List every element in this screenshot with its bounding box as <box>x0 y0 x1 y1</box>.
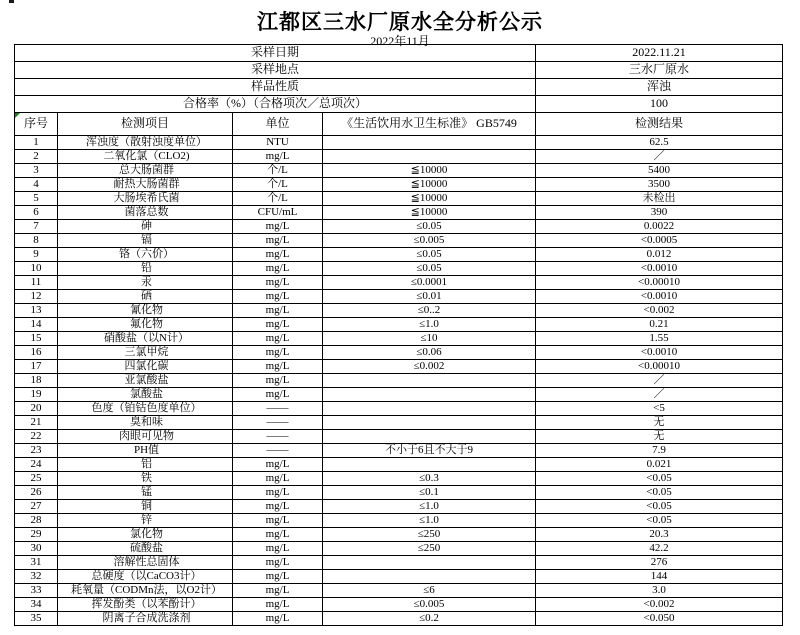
cell-seq: 26 <box>15 486 58 500</box>
column-header: 单位 <box>233 113 323 136</box>
cell-standard: ≤0.2 <box>323 612 536 626</box>
cell-seq: 22 <box>15 430 58 444</box>
cell-unit: mg/L <box>233 248 323 262</box>
table-row <box>15 416 783 430</box>
cell-seq: 35 <box>15 612 58 626</box>
cell-standard: ≤0.06 <box>323 346 536 360</box>
cell-result: <5 <box>536 402 783 416</box>
table-row <box>15 374 783 388</box>
cell-standard: ≤250 <box>323 528 536 542</box>
cell-item: 挥发酚类（以苯酚计） <box>58 598 233 612</box>
cell-item: 铁 <box>58 472 233 486</box>
cell-standard: ≤6 <box>323 584 536 598</box>
page-title: 江都区三水厂原水全分析公示 <box>257 10 543 34</box>
table-row <box>15 472 783 486</box>
cell-unit: mg/L <box>233 542 323 556</box>
cell-unit: mg/L <box>233 318 323 332</box>
cell-standard <box>323 458 536 472</box>
cell-result: 0.0022 <box>536 220 783 234</box>
cell-item: 色度（铂钴色度单位） <box>58 402 233 416</box>
cell-seq: 28 <box>15 514 58 528</box>
table-row <box>15 346 783 360</box>
cell-seq: 13 <box>15 304 58 318</box>
cell-seq: 32 <box>15 570 58 584</box>
cell-unit: mg/L <box>233 346 323 360</box>
table-row <box>15 500 783 514</box>
info-label: 采样日期 <box>15 45 536 62</box>
cell-error-triangle-icon <box>15 113 20 118</box>
cell-standard: ≤0.3 <box>323 472 536 486</box>
info-value: 浑浊 <box>536 79 783 96</box>
cell-result: 390 <box>536 206 783 220</box>
cell-seq: 7 <box>15 220 58 234</box>
column-header: 《生活饮用水卫生标准》 GB5749 <box>323 113 536 136</box>
table-row <box>15 136 783 150</box>
cell-seq: 33 <box>15 584 58 598</box>
cell-result: ／ <box>536 150 783 164</box>
water-analysis-table <box>14 44 783 626</box>
cell-unit: NTU <box>233 136 323 150</box>
info-label: 样品性质 <box>15 79 536 96</box>
table-row <box>15 598 783 612</box>
cell-item: 总硬度（以CaCO3计） <box>58 570 233 584</box>
info-row <box>15 45 783 62</box>
cell-standard: ≦10000 <box>323 192 536 206</box>
cell-seq: 29 <box>15 528 58 542</box>
cell-item: 亚氯酸盐 <box>58 374 233 388</box>
table-row <box>15 528 783 542</box>
table-row <box>15 486 783 500</box>
cell-standard: ≦10000 <box>323 206 536 220</box>
column-header: 检测结果 <box>536 113 783 136</box>
cell-item: 浑浊度（散射浊度单位） <box>58 136 233 150</box>
cell-unit: mg/L <box>233 332 323 346</box>
table-row <box>15 332 783 346</box>
cell-result: 无 <box>536 430 783 444</box>
cell-unit: 个/L <box>233 164 323 178</box>
cell-standard: ≤0.002 <box>323 360 536 374</box>
cell-item: PH值 <box>58 444 233 458</box>
cell-item: 大肠埃希氏菌 <box>58 192 233 206</box>
cell-item: 硫酸盐 <box>58 542 233 556</box>
cell-item: 铬（六价） <box>58 248 233 262</box>
cell-unit: mg/L <box>233 290 323 304</box>
cell-seq: 24 <box>15 458 58 472</box>
table-row <box>15 234 783 248</box>
cell-seq: 21 <box>15 416 58 430</box>
table-body <box>15 45 783 626</box>
cell-seq: 12 <box>15 290 58 304</box>
cell-unit: mg/L <box>233 486 323 500</box>
cell-item: 氟化物 <box>58 318 233 332</box>
cell-result: 1.55 <box>536 332 783 346</box>
table-row <box>15 262 783 276</box>
cell-unit: mg/L <box>233 570 323 584</box>
cell-standard <box>323 570 536 584</box>
cell-standard: ≤0.05 <box>323 262 536 276</box>
table-row <box>15 206 783 220</box>
table-row <box>15 290 783 304</box>
cell-seq: 4 <box>15 178 58 192</box>
cell-unit: mg/L <box>233 612 323 626</box>
cell-item: 菌落总数 <box>58 206 233 220</box>
info-value: 三水厂原水 <box>536 62 783 79</box>
info-row <box>15 79 783 96</box>
cell-item: 锰 <box>58 486 233 500</box>
cell-result: <0.00010 <box>536 360 783 374</box>
info-label: 合格率（%）（合格项次／总项次） <box>15 96 536 113</box>
cell-unit: mg/L <box>233 234 323 248</box>
cell-standard <box>323 416 536 430</box>
cell-item: 铜 <box>58 500 233 514</box>
cell-standard <box>323 402 536 416</box>
cell-item: 溶解性总固体 <box>58 556 233 570</box>
cell-result: 5400 <box>536 164 783 178</box>
cell-result: <0.0005 <box>536 234 783 248</box>
cell-item: 二氧化氯（CLO2) <box>58 150 233 164</box>
cell-item: 镉 <box>58 234 233 248</box>
cell-result: 0.21 <box>536 318 783 332</box>
info-value: 2022.11.21 <box>536 45 783 62</box>
page-subtitle: 2022年11月 <box>370 34 430 48</box>
table-row <box>15 318 783 332</box>
cell-standard: ≤1.0 <box>323 318 536 332</box>
cell-item: 砷 <box>58 220 233 234</box>
info-label: 采样地点 <box>15 62 536 79</box>
cell-seq: 23 <box>15 444 58 458</box>
cell-unit: 个/L <box>233 178 323 192</box>
cell-result: <0.0010 <box>536 290 783 304</box>
table-row <box>15 304 783 318</box>
cell-standard: ≦10000 <box>323 178 536 192</box>
cell-unit: mg/L <box>233 150 323 164</box>
cell-unit: mg/L <box>233 220 323 234</box>
cell-seq: 14 <box>15 318 58 332</box>
cell-unit: mg/L <box>233 276 323 290</box>
cell-result: 3500 <box>536 178 783 192</box>
table-row <box>15 444 783 458</box>
cell-unit: —— <box>233 430 323 444</box>
cell-result: 无 <box>536 416 783 430</box>
cell-result: <0.05 <box>536 486 783 500</box>
cell-standard <box>323 150 536 164</box>
cell-result: 42.2 <box>536 542 783 556</box>
cell-seq: 30 <box>15 542 58 556</box>
info-row <box>15 96 783 113</box>
cell-result: 3.0 <box>536 584 783 598</box>
cell-seq: 2 <box>15 150 58 164</box>
cell-item: 氯酸盐 <box>58 388 233 402</box>
scan-artifact-mark <box>9 0 14 3</box>
cell-standard: ≤10 <box>323 332 536 346</box>
cell-result: <0.05 <box>536 500 783 514</box>
info-row <box>15 62 783 79</box>
cell-result: <0.050 <box>536 612 783 626</box>
cell-seq: 8 <box>15 234 58 248</box>
cell-standard: ≤0.005 <box>323 598 536 612</box>
cell-standard: ≤0.05 <box>323 248 536 262</box>
cell-item: 硒 <box>58 290 233 304</box>
cell-item: 氰化物 <box>58 304 233 318</box>
cell-standard: ≤0.005 <box>323 234 536 248</box>
cell-unit: mg/L <box>233 360 323 374</box>
cell-standard: ≤0.01 <box>323 290 536 304</box>
cell-seq: 25 <box>15 472 58 486</box>
cell-seq: 3 <box>15 164 58 178</box>
cell-item: 耗氧量（CODMn法，以O2计） <box>58 584 233 598</box>
cell-result: ／ <box>536 374 783 388</box>
table-row <box>15 276 783 290</box>
cell-result: <0.05 <box>536 514 783 528</box>
cell-result: <0.0010 <box>536 262 783 276</box>
cell-seq: 17 <box>15 360 58 374</box>
cell-result: 144 <box>536 570 783 584</box>
cell-result: 0.012 <box>536 248 783 262</box>
cell-unit: 个/L <box>233 192 323 206</box>
table-row <box>15 612 783 626</box>
table-row <box>15 192 783 206</box>
cell-standard <box>323 430 536 444</box>
cell-seq: 6 <box>15 206 58 220</box>
cell-unit: mg/L <box>233 528 323 542</box>
cell-standard: ≤0..2 <box>323 304 536 318</box>
column-header: 检测项目 <box>58 113 233 136</box>
table-row <box>15 570 783 584</box>
cell-result: <0.002 <box>536 304 783 318</box>
table-row <box>15 542 783 556</box>
info-value: 100 <box>536 96 783 113</box>
cell-item: 氯化物 <box>58 528 233 542</box>
cell-result: <0.0010 <box>536 346 783 360</box>
cell-unit: mg/L <box>233 514 323 528</box>
cell-unit: —— <box>233 444 323 458</box>
cell-seq: 20 <box>15 402 58 416</box>
cell-unit: —— <box>233 402 323 416</box>
cell-result: 62.5 <box>536 136 783 150</box>
table-row <box>15 430 783 444</box>
cell-unit: mg/L <box>233 556 323 570</box>
cell-item: 硝酸盐（以N计） <box>58 332 233 346</box>
cell-item: 总大肠菌群 <box>58 164 233 178</box>
cell-result: 20.3 <box>536 528 783 542</box>
cell-result: ／ <box>536 388 783 402</box>
cell-result: 7.9 <box>536 444 783 458</box>
cell-seq: 1 <box>15 136 58 150</box>
cell-unit: mg/L <box>233 304 323 318</box>
cell-seq: 9 <box>15 248 58 262</box>
cell-unit: mg/L <box>233 472 323 486</box>
cell-unit: mg/L <box>233 458 323 472</box>
cell-item: 耐热大肠菌群 <box>58 178 233 192</box>
cell-seq: 27 <box>15 500 58 514</box>
cell-unit: mg/L <box>233 388 323 402</box>
cell-unit: mg/L <box>233 500 323 514</box>
table-row <box>15 584 783 598</box>
cell-item: 阴离子合成洗涤剂 <box>58 612 233 626</box>
cell-seq: 34 <box>15 598 58 612</box>
cell-unit: —— <box>233 416 323 430</box>
cell-standard: ≤0.0001 <box>323 276 536 290</box>
cell-seq: 19 <box>15 388 58 402</box>
cell-seq: 16 <box>15 346 58 360</box>
cell-standard <box>323 556 536 570</box>
cell-seq: 11 <box>15 276 58 290</box>
cell-unit: CFU/mL <box>233 206 323 220</box>
table-row <box>15 514 783 528</box>
cell-result: <0.002 <box>536 598 783 612</box>
cell-standard: ≤250 <box>323 542 536 556</box>
cell-seq: 18 <box>15 374 58 388</box>
cell-item: 铅 <box>58 262 233 276</box>
cell-item: 臭和味 <box>58 416 233 430</box>
cell-result: 0.021 <box>536 458 783 472</box>
table-row <box>15 556 783 570</box>
cell-item: 三氯甲烷 <box>58 346 233 360</box>
cell-seq: 31 <box>15 556 58 570</box>
cell-standard <box>323 388 536 402</box>
table-row <box>15 164 783 178</box>
cell-seq: 15 <box>15 332 58 346</box>
table-row <box>15 402 783 416</box>
cell-standard: ≤0.1 <box>323 486 536 500</box>
cell-seq: 5 <box>15 192 58 206</box>
cell-result: <0.00010 <box>536 276 783 290</box>
cell-standard: ≤1.0 <box>323 500 536 514</box>
cell-standard: ≦10000 <box>323 164 536 178</box>
table-row <box>15 150 783 164</box>
table-row <box>15 458 783 472</box>
header-row <box>15 113 783 136</box>
cell-item: 汞 <box>58 276 233 290</box>
cell-standard <box>323 136 536 150</box>
cell-item: 肉眼可见物 <box>58 430 233 444</box>
cell-item: 四氯化碳 <box>58 360 233 374</box>
cell-result: <0.05 <box>536 472 783 486</box>
table-row <box>15 360 783 374</box>
cell-result: 未检出 <box>536 192 783 206</box>
cell-standard: ≤1.0 <box>323 514 536 528</box>
cell-standard: 不小于6且不大于9 <box>323 444 536 458</box>
cell-unit: mg/L <box>233 598 323 612</box>
cell-standard <box>323 374 536 388</box>
cell-item: 铝 <box>58 458 233 472</box>
table-row <box>15 388 783 402</box>
cell-result: 276 <box>536 556 783 570</box>
cell-seq: 10 <box>15 262 58 276</box>
column-header: 序号 <box>15 113 58 136</box>
table-row <box>15 248 783 262</box>
cell-unit: mg/L <box>233 262 323 276</box>
cell-unit: mg/L <box>233 374 323 388</box>
table-row <box>15 220 783 234</box>
table-row <box>15 178 783 192</box>
cell-standard: ≤0.05 <box>323 220 536 234</box>
cell-item: 锌 <box>58 514 233 528</box>
cell-unit: mg/L <box>233 584 323 598</box>
